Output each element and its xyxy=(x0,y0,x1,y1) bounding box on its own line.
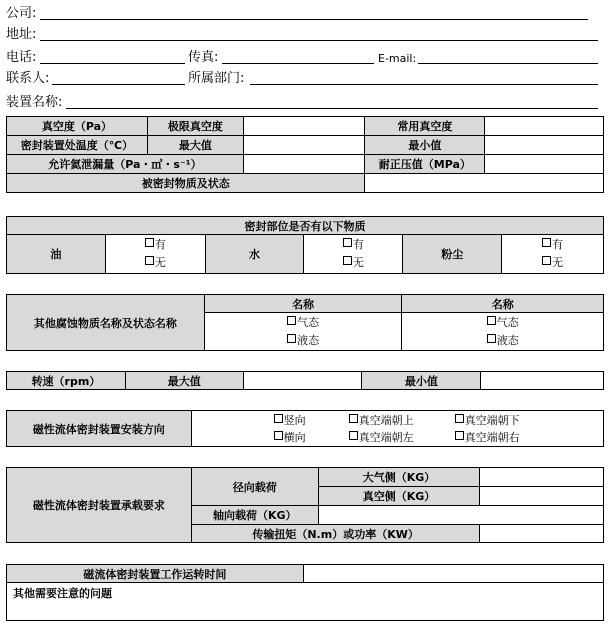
sealed-substance-label: 被密封物质及状态 xyxy=(7,174,365,193)
checkbox-icon xyxy=(145,238,154,247)
water-label: 水 xyxy=(205,235,304,274)
ultimate-vacuum-value[interactable] xyxy=(243,117,365,136)
temp-max-value[interactable] xyxy=(243,136,365,155)
install-direction-options xyxy=(191,411,603,447)
torque-label: 传输扭矩（N.m）或功率（KW） xyxy=(191,525,480,543)
phone-label: 电话: xyxy=(6,50,37,65)
vac-side-value[interactable] xyxy=(480,487,604,506)
corrosive-table xyxy=(6,294,604,351)
device-name-field[interactable] xyxy=(66,93,598,109)
water-options xyxy=(304,235,403,274)
checkbox-icon xyxy=(343,256,352,265)
load-table xyxy=(6,467,604,543)
substance-2-liquid[interactable]: 液态 xyxy=(404,332,601,350)
install-direction-table xyxy=(6,410,604,447)
seal-temp-label: 密封装置处温度（℃） xyxy=(7,136,148,155)
speed-min-value[interactable] xyxy=(481,372,604,390)
checkbox-icon xyxy=(542,256,551,265)
checkbox-icon xyxy=(343,238,352,247)
speed-min-label: 最小值 xyxy=(362,372,481,390)
oil-no-option[interactable]: 无 xyxy=(108,254,203,272)
axial-load-value[interactable] xyxy=(318,506,603,525)
corrosive-label: 其他腐蚀物质名称及状态名称 xyxy=(7,295,205,351)
seal-substance-title: 密封部位是否有以下物质 xyxy=(7,217,604,235)
address-field[interactable] xyxy=(40,25,598,41)
load-label: 磁性流体密封装置承载要求 xyxy=(7,468,192,543)
checkbox-icon xyxy=(274,431,283,440)
phone-field[interactable] xyxy=(40,48,185,64)
checkbox-icon xyxy=(145,256,154,265)
department-label: 所属部门: xyxy=(188,71,245,86)
torque-value[interactable] xyxy=(480,525,604,543)
department-field[interactable] xyxy=(250,69,598,85)
checkbox-icon xyxy=(349,414,358,423)
checkbox-icon xyxy=(542,238,551,247)
atm-side-value[interactable] xyxy=(480,468,604,487)
runtime-label: 磁流体密封装置工作运转时间 xyxy=(7,565,304,583)
email-label: E-mail: xyxy=(378,52,417,65)
vertical-option[interactable]: 竖向 xyxy=(274,412,349,429)
substance-2-gas[interactable]: 气态 xyxy=(404,314,601,332)
vac-side-label: 真空侧（KG） xyxy=(318,487,480,506)
email-field[interactable] xyxy=(418,48,598,64)
oil-options xyxy=(105,235,205,274)
dust-no-option[interactable]: 无 xyxy=(504,254,601,272)
temp-max-label: 最大值 xyxy=(147,136,243,155)
substance-1-gas[interactable]: 气态 xyxy=(207,314,400,332)
vac-left-option[interactable]: 真空端朝左 xyxy=(349,429,455,446)
checkbox-icon xyxy=(349,431,358,440)
vac-down-option[interactable]: 真空端朝下 xyxy=(455,412,520,429)
contact-label: 联系人: xyxy=(6,71,50,86)
speed-max-value[interactable] xyxy=(243,372,362,390)
speed-max-label: 最大值 xyxy=(125,372,243,390)
fax-field[interactable] xyxy=(222,48,374,64)
seal-substance-table xyxy=(6,216,604,274)
ultimate-vacuum-label: 极限真空度 xyxy=(147,117,243,136)
name-header-1: 名称 xyxy=(204,295,402,313)
address-label: 地址: xyxy=(6,27,37,42)
vacuum-table xyxy=(6,116,604,193)
notes-label: 其他需要注意的问题 xyxy=(13,587,112,600)
dust-yes-option[interactable]: 有 xyxy=(504,236,601,254)
dust-label: 粉尘 xyxy=(403,235,502,274)
fax-label: 传真: xyxy=(188,50,219,65)
leak-rate-label: 允许氦泄漏量（Pa・㎥・s⁻¹） xyxy=(7,155,244,174)
temp-min-label: 最小值 xyxy=(365,136,485,155)
company-label: 公司: xyxy=(6,6,37,21)
speed-label: 转速（rpm） xyxy=(7,372,126,390)
checkbox-icon xyxy=(287,316,296,325)
notes-field[interactable] xyxy=(7,583,604,621)
substance-1-options xyxy=(204,313,402,351)
dust-options xyxy=(502,235,604,274)
device-name-label: 装置名称: xyxy=(6,95,63,110)
vac-up-option[interactable]: 真空端朝上 xyxy=(349,412,455,429)
common-vacuum-label: 常用真空度 xyxy=(365,117,485,136)
atm-side-label: 大气侧（KG） xyxy=(318,468,480,487)
contact-field[interactable] xyxy=(52,69,185,85)
water-yes-option[interactable]: 有 xyxy=(306,236,400,254)
runtime-table xyxy=(6,564,604,621)
pressure-value[interactable] xyxy=(485,155,604,174)
leak-rate-value[interactable] xyxy=(243,155,365,174)
speed-table xyxy=(6,371,604,390)
temp-min-value[interactable] xyxy=(485,136,604,155)
checkbox-icon xyxy=(487,316,496,325)
water-no-option[interactable]: 无 xyxy=(306,254,400,272)
name-header-2: 名称 xyxy=(402,295,604,313)
checkbox-icon xyxy=(487,334,496,343)
checkbox-icon xyxy=(455,431,464,440)
sealed-substance-value[interactable] xyxy=(365,174,604,193)
axial-load-label: 轴向载荷（KG） xyxy=(191,506,318,525)
checkbox-icon xyxy=(455,414,464,423)
radial-load-label: 径向载荷 xyxy=(191,468,318,506)
checkbox-icon xyxy=(287,334,296,343)
company-field[interactable] xyxy=(40,4,588,20)
install-direction-label: 磁性流体密封装置安装方向 xyxy=(7,411,192,447)
vacuum-label: 真空度（Pa） xyxy=(7,117,148,136)
checkbox-icon xyxy=(274,414,283,423)
substance-1-liquid[interactable]: 液态 xyxy=(207,332,400,350)
runtime-value[interactable] xyxy=(303,565,603,583)
oil-label: 油 xyxy=(7,235,106,274)
substance-2-options xyxy=(402,313,604,351)
pressure-label: 耐正压值（MPa） xyxy=(365,155,485,174)
oil-yes-option[interactable]: 有 xyxy=(108,236,203,254)
vac-right-option[interactable]: 真空端朝右 xyxy=(455,429,520,446)
horizontal-option[interactable]: 横向 xyxy=(274,429,349,446)
common-vacuum-value[interactable] xyxy=(485,117,604,136)
